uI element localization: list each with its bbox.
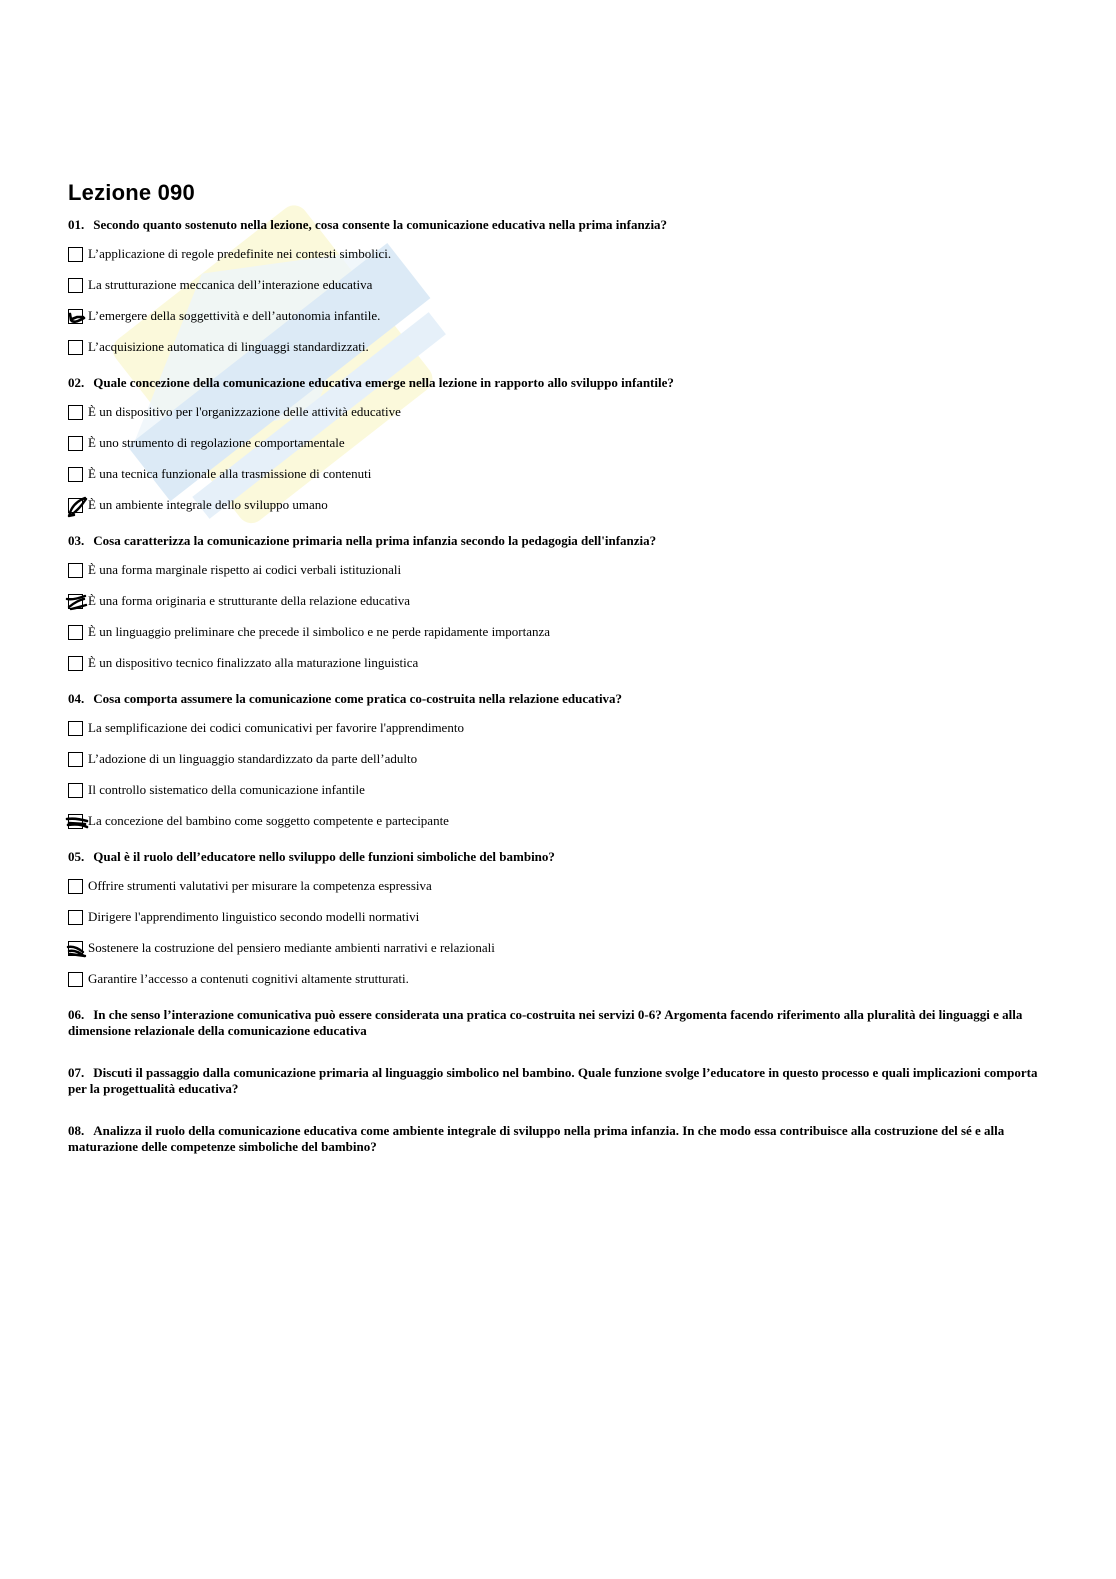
checkbox[interactable] (68, 752, 83, 767)
answer-option[interactable] (68, 464, 1038, 484)
question-prompt: Analizza il ruolo della comunicazione educativa come ambiente integrale di sviluppo nella prima infanzia. In che modo essa contribuisce alla costruzione del sé e alla maturazione delle competenze simboliche del bambino? (68, 1123, 1005, 1154)
checkbox-checked[interactable] (68, 594, 83, 609)
answer-option[interactable] (68, 622, 1038, 642)
question-number: 05. (68, 849, 85, 864)
option-label: La concezione del bambino come soggetto competente e partecipante (88, 813, 449, 828)
open-question (68, 1123, 1038, 1155)
option-label: L’adozione di un linguaggio standardizzato da parte dell’adulto (88, 751, 418, 766)
option-label: Il controllo sistematico della comunicazione infantile (88, 782, 365, 797)
question-text (68, 1123, 1038, 1155)
answer-option[interactable] (68, 653, 1038, 673)
question (68, 691, 1038, 831)
page-title: Lezione 090 (68, 180, 195, 205)
question-prompt: Quale concezione della comunicazione educativa emerge nella lezione in rapporto allo sviluppo infantile? (93, 375, 674, 390)
answer-option[interactable] (68, 560, 1038, 580)
checkbox[interactable] (68, 405, 83, 420)
answer-option[interactable] (68, 969, 1038, 989)
option-label: È una tecnica funzionale alla trasmissione di contenuti (88, 466, 372, 481)
answer-option[interactable] (68, 938, 1038, 958)
question (68, 849, 1038, 989)
question-number: 07. (68, 1065, 85, 1080)
answer-option[interactable] (68, 718, 1038, 738)
question-text (68, 533, 1038, 549)
answer-option[interactable] (68, 433, 1038, 453)
question-number: 08. (68, 1123, 85, 1138)
checkbox[interactable] (68, 436, 83, 451)
answer-option[interactable] (68, 811, 1038, 831)
option-label: È un dispositivo per l'organizzazione delle attività educative (88, 404, 401, 419)
option-label: Dirigere l'apprendimento linguistico secondo modelli normativi (88, 909, 420, 924)
answer-option[interactable] (68, 591, 1038, 611)
handwritten-check-icon (65, 306, 89, 330)
document-page (68, 180, 1038, 1181)
question-text (68, 849, 1038, 865)
option-label: È una forma marginale rispetto ai codici verbali istituzionali (88, 562, 402, 577)
option-label: L’acquisizione automatica di linguaggi standardizzati. (88, 339, 369, 354)
checkbox-checked[interactable] (68, 498, 83, 513)
question-number: 04. (68, 691, 85, 706)
option-label: Sostenere la costruzione del pensiero mediante ambienti narrativi e relazionali (88, 940, 495, 955)
question-prompt: Qual è il ruolo dell’educatore nello sviluppo delle funzioni simboliche del bambino? (93, 849, 555, 864)
option-label: L’emergere della soggettività e dell’autonomia infantile. (88, 308, 381, 323)
multiple-choice-list (68, 217, 1038, 989)
question-text (68, 691, 1038, 707)
answer-option[interactable] (68, 495, 1038, 515)
question-prompt: Cosa comporta assumere la comunicazione come pratica co-costruita nella relazione educativa? (93, 691, 623, 706)
option-label: È una forma originaria e strutturante della relazione educativa (88, 593, 410, 608)
checkbox[interactable] (68, 340, 83, 355)
option-label: È un linguaggio preliminare che precede il simbolico e ne perde rapidamente importanza (88, 624, 551, 639)
checkbox[interactable] (68, 247, 83, 262)
option-label: La semplificazione dei codici comunicativi per favorire l'apprendimento (88, 720, 464, 735)
question-prompt: Discuti il passaggio dalla comunicazione primaria al linguaggio simbolico nel bambino. Quale funzione svolge l’educatore in questo processo e quali implicazioni comporta per la progettualità educativa? (68, 1065, 1038, 1096)
handwritten-check-icon (65, 938, 89, 962)
option-label: È un dispositivo tecnico finalizzato alla maturazione linguistica (88, 655, 419, 670)
checkbox-checked[interactable] (68, 814, 83, 829)
question-number: 03. (68, 533, 85, 548)
question-text (68, 217, 1038, 233)
question (68, 217, 1038, 357)
answer-option[interactable] (68, 780, 1038, 800)
question-prompt: In che senso l’interazione comunicativa può essere considerata una pratica co-costruita nei servizi 0-6? Argomenta facendo riferimento alla pluralità dei linguaggi e alla dimensione relazionale della comunicazione educativa (68, 1007, 1023, 1038)
checkbox[interactable] (68, 656, 83, 671)
checkbox-checked[interactable] (68, 941, 83, 956)
question-number: 06. (68, 1007, 85, 1022)
option-label: L’applicazione di regole predefinite nei contesti simbolici. (88, 246, 392, 261)
answer-option[interactable] (68, 244, 1038, 264)
answer-option[interactable] (68, 337, 1038, 357)
open-question (68, 1007, 1038, 1039)
answer-option[interactable] (68, 402, 1038, 422)
answer-option[interactable] (68, 306, 1038, 326)
checkbox[interactable] (68, 278, 83, 293)
option-label: Garantire l’accesso a contenuti cognitivi altamente strutturati. (88, 971, 409, 986)
option-label: Offrire strumenti valutativi per misurare la competenza espressiva (88, 878, 432, 893)
answer-option[interactable] (68, 275, 1038, 295)
question (68, 533, 1038, 673)
question-prompt: Secondo quanto sostenuto nella lezione, cosa consente la comunicazione educativa nella prima infanzia? (93, 217, 668, 232)
handwritten-check-icon (65, 495, 89, 519)
checkbox[interactable] (68, 467, 83, 482)
checkbox[interactable] (68, 625, 83, 640)
answer-option[interactable] (68, 907, 1038, 927)
option-label: La strutturazione meccanica dell’interazione educativa (88, 277, 373, 292)
checkbox[interactable] (68, 563, 83, 578)
answer-option[interactable] (68, 749, 1038, 769)
checkbox[interactable] (68, 910, 83, 925)
open-question (68, 1065, 1038, 1097)
answer-option[interactable] (68, 876, 1038, 896)
question (68, 375, 1038, 515)
checkbox[interactable] (68, 879, 83, 894)
handwritten-check-icon (65, 591, 89, 615)
checkbox-checked[interactable] (68, 309, 83, 324)
checkbox[interactable] (68, 783, 83, 798)
question-number: 01. (68, 217, 85, 232)
question-prompt: Cosa caratterizza la comunicazione primaria nella prima infanzia secondo la pedagogia dell'infanzia? (93, 533, 657, 548)
handwritten-check-icon (65, 811, 89, 835)
checkbox[interactable] (68, 972, 83, 987)
question-text (68, 375, 1038, 391)
question-number: 02. (68, 375, 85, 390)
option-label: È uno strumento di regolazione comportamentale (88, 435, 345, 450)
question-text (68, 1065, 1038, 1097)
checkbox[interactable] (68, 721, 83, 736)
question-text (68, 1007, 1038, 1039)
open-questions-list (68, 1007, 1038, 1155)
option-label: È un ambiente integrale dello sviluppo umano (88, 497, 328, 512)
